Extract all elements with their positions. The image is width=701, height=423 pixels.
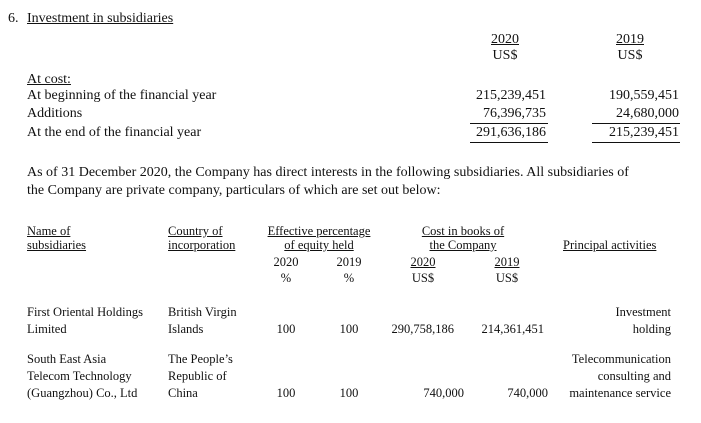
row1-name-line2: Limited bbox=[27, 322, 67, 336]
paragraph-line-2: the Company are private company, particulars of which are set out below: bbox=[27, 183, 441, 198]
col-2019-year: 2019 bbox=[616, 32, 644, 47]
row-label-end: At the end of the financial year bbox=[27, 125, 202, 140]
row-value-beginning-2019: 190,559,451 bbox=[609, 88, 679, 103]
header-equity-line2: of equity held bbox=[284, 238, 354, 252]
row2-name-line2: Telecom Technology bbox=[27, 369, 132, 383]
header-name-line2: subsidiaries bbox=[27, 238, 87, 252]
row2-activities-line3: maintenance service bbox=[569, 386, 671, 400]
row2-equity-2020: 100 bbox=[276, 386, 296, 400]
header-country-line1: Country of bbox=[168, 224, 223, 238]
row1-activities-line2: holding bbox=[632, 322, 671, 336]
col-2019-currency: US$ bbox=[617, 48, 643, 63]
at-cost-heading: At cost: bbox=[27, 72, 71, 87]
row2-name-line1: South East Asia bbox=[27, 352, 107, 366]
row2-activities-line1: Telecommunication bbox=[571, 352, 671, 366]
header-cost-2019: 2019 bbox=[494, 255, 520, 269]
col-2020-year: 2020 bbox=[491, 32, 519, 47]
row1-activities-line1: Investment bbox=[615, 305, 671, 319]
row-value-additions-2020: 76,396,735 bbox=[483, 106, 546, 121]
row2-country-line3: China bbox=[168, 386, 198, 400]
row1-country-line1: British Virgin bbox=[168, 305, 237, 319]
row1-equity-2019: 100 bbox=[339, 322, 359, 336]
header-equity-2020: 2020 bbox=[273, 255, 299, 269]
row2-country-line1: The People’s bbox=[168, 352, 233, 366]
row1-equity-2020: 100 bbox=[276, 322, 296, 336]
header-cost-unit-2019: US$ bbox=[495, 271, 519, 285]
row-value-beginning-2020: 215,239,451 bbox=[476, 88, 546, 103]
row-value-end-2019: 215,239,451 bbox=[609, 125, 679, 140]
header-equity-2019: 2019 bbox=[336, 255, 362, 269]
header-activities: Principal activities bbox=[563, 238, 657, 252]
row2-cost-2019: 740,000 bbox=[507, 386, 548, 400]
total-rule-2019 bbox=[592, 142, 680, 143]
row1-cost-2020: 290,758,186 bbox=[391, 322, 454, 336]
header-cost-line2: the Company bbox=[429, 238, 497, 252]
section-number: 6. bbox=[8, 11, 19, 26]
row2-activities-line2: consulting and bbox=[597, 369, 671, 383]
row-label-additions: Additions bbox=[27, 106, 83, 121]
row1-cost-2019: 214,361,451 bbox=[481, 322, 544, 336]
row2-country-line2: Republic of bbox=[168, 369, 227, 383]
row2-equity-2019: 100 bbox=[339, 386, 359, 400]
row2-name-line3: (Guangzhou) Co., Ltd bbox=[27, 386, 138, 400]
total-rule-2020 bbox=[470, 142, 548, 143]
header-cost-unit-2020: US$ bbox=[411, 271, 435, 285]
header-name-line1: Name of bbox=[27, 224, 71, 238]
row1-name-line1: First Oriental Holdings bbox=[27, 305, 143, 319]
row1-country-line2: Islands bbox=[168, 322, 204, 336]
row-value-end-2020: 291,636,186 bbox=[476, 125, 546, 140]
paragraph-line-1: As of 31 December 2020, the Company has direct interests in the following subsidiaries. All subsidiaries of bbox=[27, 165, 629, 180]
row-label-beginning: At beginning of the financial year bbox=[27, 88, 217, 103]
header-country-line2: incorporation bbox=[168, 238, 236, 252]
subtotal-rule-2019 bbox=[592, 123, 680, 124]
header-equity-unit-2020: % bbox=[280, 271, 292, 285]
header-cost-2020: 2020 bbox=[410, 255, 436, 269]
row-value-additions-2019: 24,680,000 bbox=[616, 106, 679, 121]
col-2020-currency: US$ bbox=[492, 48, 518, 63]
subtotal-rule-2020 bbox=[470, 123, 548, 124]
row2-cost-2020: 740,000 bbox=[423, 386, 464, 400]
section-title: Investment in subsidiaries bbox=[27, 11, 174, 26]
header-cost-line1: Cost in books of bbox=[421, 224, 505, 238]
header-equity-line1: Effective percentage bbox=[267, 224, 371, 238]
header-equity-unit-2019: % bbox=[343, 271, 355, 285]
